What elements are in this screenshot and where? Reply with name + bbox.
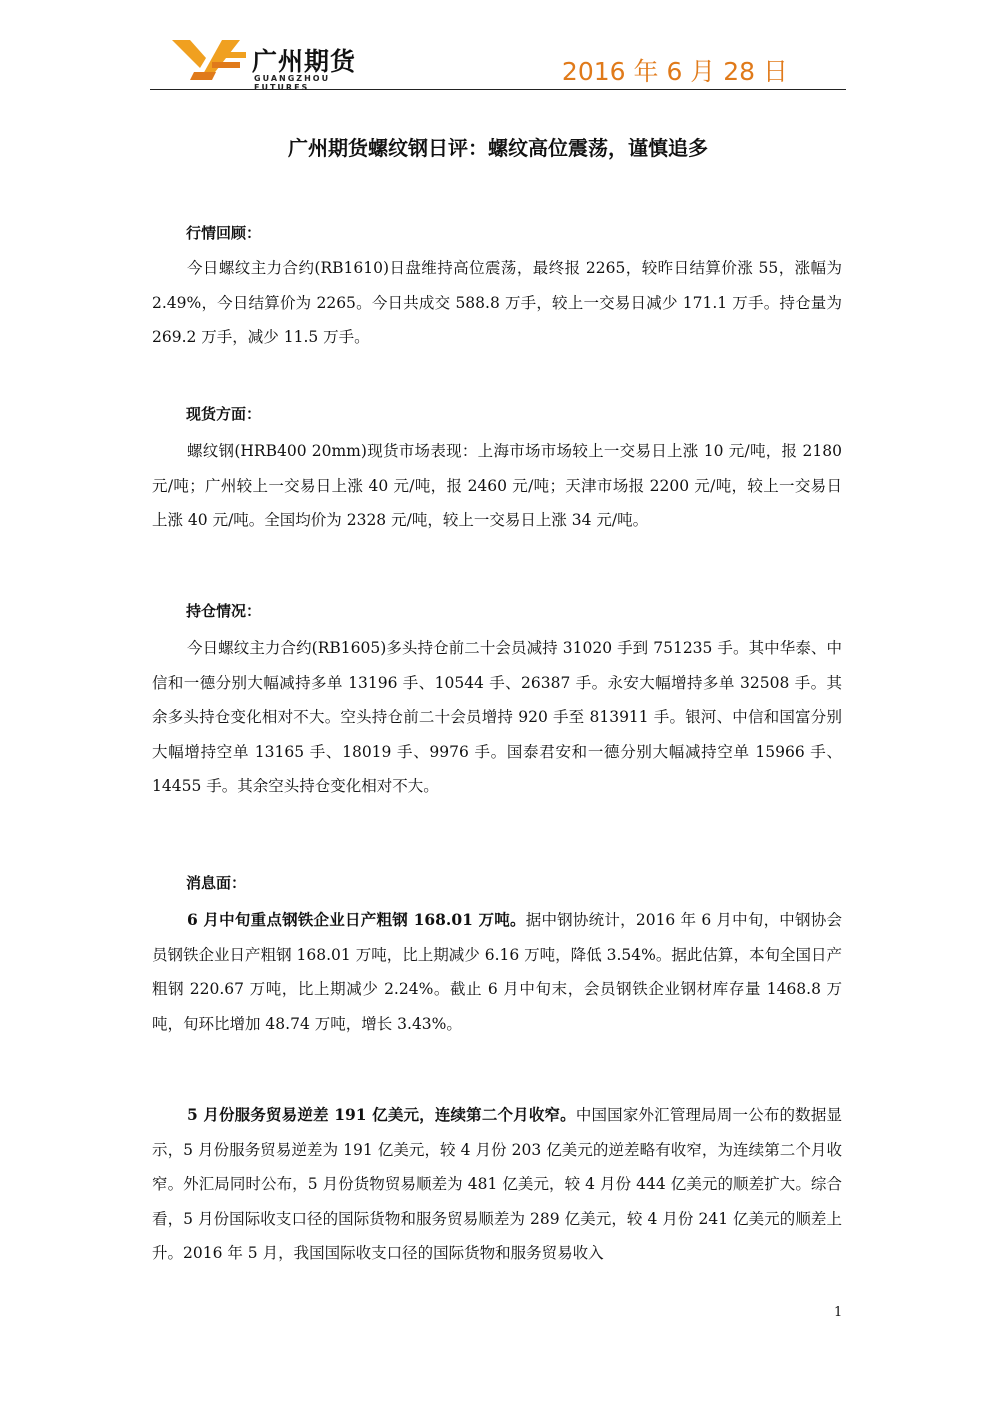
section-heading-spot: 现货方面： [186, 405, 262, 423]
news-headline: 6 月中旬重点钢铁企业日产粗钢 168.01 万吨。 [187, 910, 526, 929]
logo-mark-icon [172, 38, 248, 82]
header-divider [150, 89, 846, 90]
document-title: 广州期货螺纹钢日评：螺纹高位震荡，谨慎追多 [288, 136, 708, 160]
logo-text: 广州期货 [252, 47, 357, 76]
section-text-market-review: 今日螺纹主力合约(RB1610)日盘维持高位震荡，最终报 2265，较昨日结算价涨 55，涨幅为 2.49%，今日结算价为 2265。今日共成交 588.8 万手，较上一交易日减少 171.1 万手。持仓量为 269.2 万手，减少 11.5 万手。 [152, 259, 842, 346]
section-heading-positions: 持仓情况： [186, 602, 262, 620]
page-header [150, 30, 846, 90]
report-date: 2016 年 6 月 28 日 [561, 57, 788, 86]
page-number: 1 [834, 1305, 843, 1320]
news-item [152, 903, 842, 1041]
section-text-positions: 今日螺纹主力合约(RB1605)多头持仓前二十会员减持 31020 手到 751235 手。其中华泰、中信和一德分别大幅减持多单 13196 手、10544 手、26387 手。永安大幅增持多单 32508 手。其余多头持仓变化相对不大。空头持仓前二十会员增持 920 手至 813911 手。银河、中信和国富分别大幅增持空单 13165 手、18019 手、9976 手。国泰君安和一德分别大幅减持空单 15966 手、14455 手。其余空头持仓变化相对不大。 [152, 639, 842, 795]
news-item [152, 1098, 842, 1271]
news-body: 中国国家外汇管理局周一公布的数据显示，5 月份服务贸易逆差为 191 亿美元，较 4 月份 203 亿美元的逆差略有收窄，为连续第二个月收窄。外汇局同时公布，5 月份货物贸易顺差为 481 亿美元，较 4 月份 444 亿美元的顺差扩大。综合看，5 月份国际收支口径的国际货物和服务贸易顺差为 289 亿美元，较 4 月份 241 亿美元的顺差上升。2016 年 5 月，我国国际收支口径的国际货物和服务贸易收入 [152, 1106, 842, 1262]
section-text-spot: 螺纹钢(HRB400 20mm)现货市场表现：上海市场市场较上一交易日上涨 10 元/吨，报 2180 元/吨；广州较上一交易日上涨 40 元/吨，报 2460 元/吨；天津市场报 2200 元/吨，较上一交易日上涨 40 元/吨。全国均价为 2328 元/吨，较上一交易日上涨 34 元/吨。 [152, 442, 842, 529]
logo-subtitle: GUANGZHOU FUTURES [254, 74, 331, 92]
news-headline: 5 月份服务贸易逆差 191 亿美元，连续第二个月收窄。 [187, 1105, 576, 1124]
section-heading-market-review: 行情回顾： [186, 224, 262, 242]
company-logo [172, 38, 372, 92]
news-body: 据中钢协统计，2016 年 6 月中旬，中钢协会员钢铁企业日产粗钢 168.01 万吨，比上期减少 6.16 万吨，降低 3.54%。据此估算，本旬全国日产粗钢 220.67 万吨，比上期减少 2.24%。截止 6 月中旬末，会员钢铁企业钢材库存量 1468.8 万吨，旬环比增加 48.74 万吨，增长 3.43%。 [152, 911, 842, 1033]
section-heading-news: 消息面： [186, 874, 247, 892]
